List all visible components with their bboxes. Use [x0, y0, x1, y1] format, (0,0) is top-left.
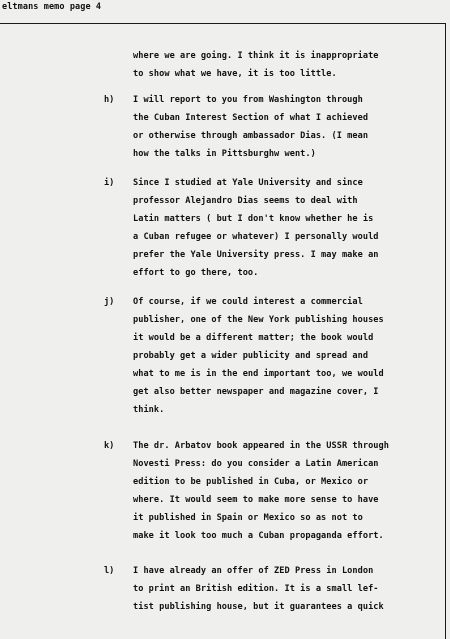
- item-marker-h: h): [104, 95, 115, 105]
- right-rule: [445, 23, 446, 639]
- text-line: make it look too much a Cuban propaganda effort.: [133, 531, 384, 541]
- text-line: get also better newspaper and magazine cover, I: [133, 387, 379, 397]
- text-line: publisher, one of the New York publishing houses: [133, 315, 384, 325]
- text-line: what to me is in the end important too, we would: [133, 369, 384, 379]
- text-line: professor Alejandro Dias seems to deal with: [133, 196, 358, 206]
- top-rule: [0, 23, 446, 24]
- text-line: Of course, if we could interest a commercial: [133, 297, 363, 307]
- text-line: effort to go there, too.: [133, 268, 259, 278]
- text-line: tist publishing house, but it guarantees a quick: [133, 602, 384, 612]
- text-line: think.: [133, 405, 165, 415]
- text-line: The dr. Arbatov book appeared in the USSR through: [133, 441, 389, 451]
- text-line: edition to be published in Cuba, or Mexico or: [133, 477, 369, 487]
- text-line: it published in Spain or Mexico so as not to: [133, 513, 363, 523]
- text-line: where we are going. I think it is inappropriate: [133, 51, 379, 61]
- text-line: the Cuban Interest Section of what I achieved: [133, 113, 369, 123]
- text-line: how the talks in Pittsburghw went.): [133, 149, 316, 159]
- item-marker-i: i): [104, 178, 115, 188]
- text-line: I will report to you from Washington through: [133, 95, 363, 105]
- text-line: Novesti Press: do you consider a Latin American: [133, 459, 379, 469]
- item-marker-l: l): [104, 566, 115, 576]
- text-line: Since I studied at Yale University and since: [133, 178, 363, 188]
- text-line: where. It would seem to make more sense to have: [133, 495, 379, 505]
- item-marker-j: j): [104, 297, 115, 307]
- text-line: or otherwise through ambassador Dias. (I mean: [133, 131, 369, 141]
- text-line: a Cuban refugee or whatever) I personally would: [133, 232, 379, 242]
- text-line: Latin matters ( but I don't know whether he is: [133, 214, 374, 224]
- item-marker-k: k): [104, 441, 115, 451]
- page-header: eltmans memo page 4: [2, 2, 102, 12]
- text-line: it would be a different matter; the book would: [133, 333, 374, 343]
- text-line: I have already an offer of ZED Press in London: [133, 566, 374, 576]
- text-line: to print an British edition. It is a small lef-: [133, 584, 379, 594]
- text-line: prefer the Yale University press. I may make an: [133, 250, 379, 260]
- text-line: probably get a wider publicity and spread and: [133, 351, 369, 361]
- text-line: to show what we have, it is too little.: [133, 69, 337, 79]
